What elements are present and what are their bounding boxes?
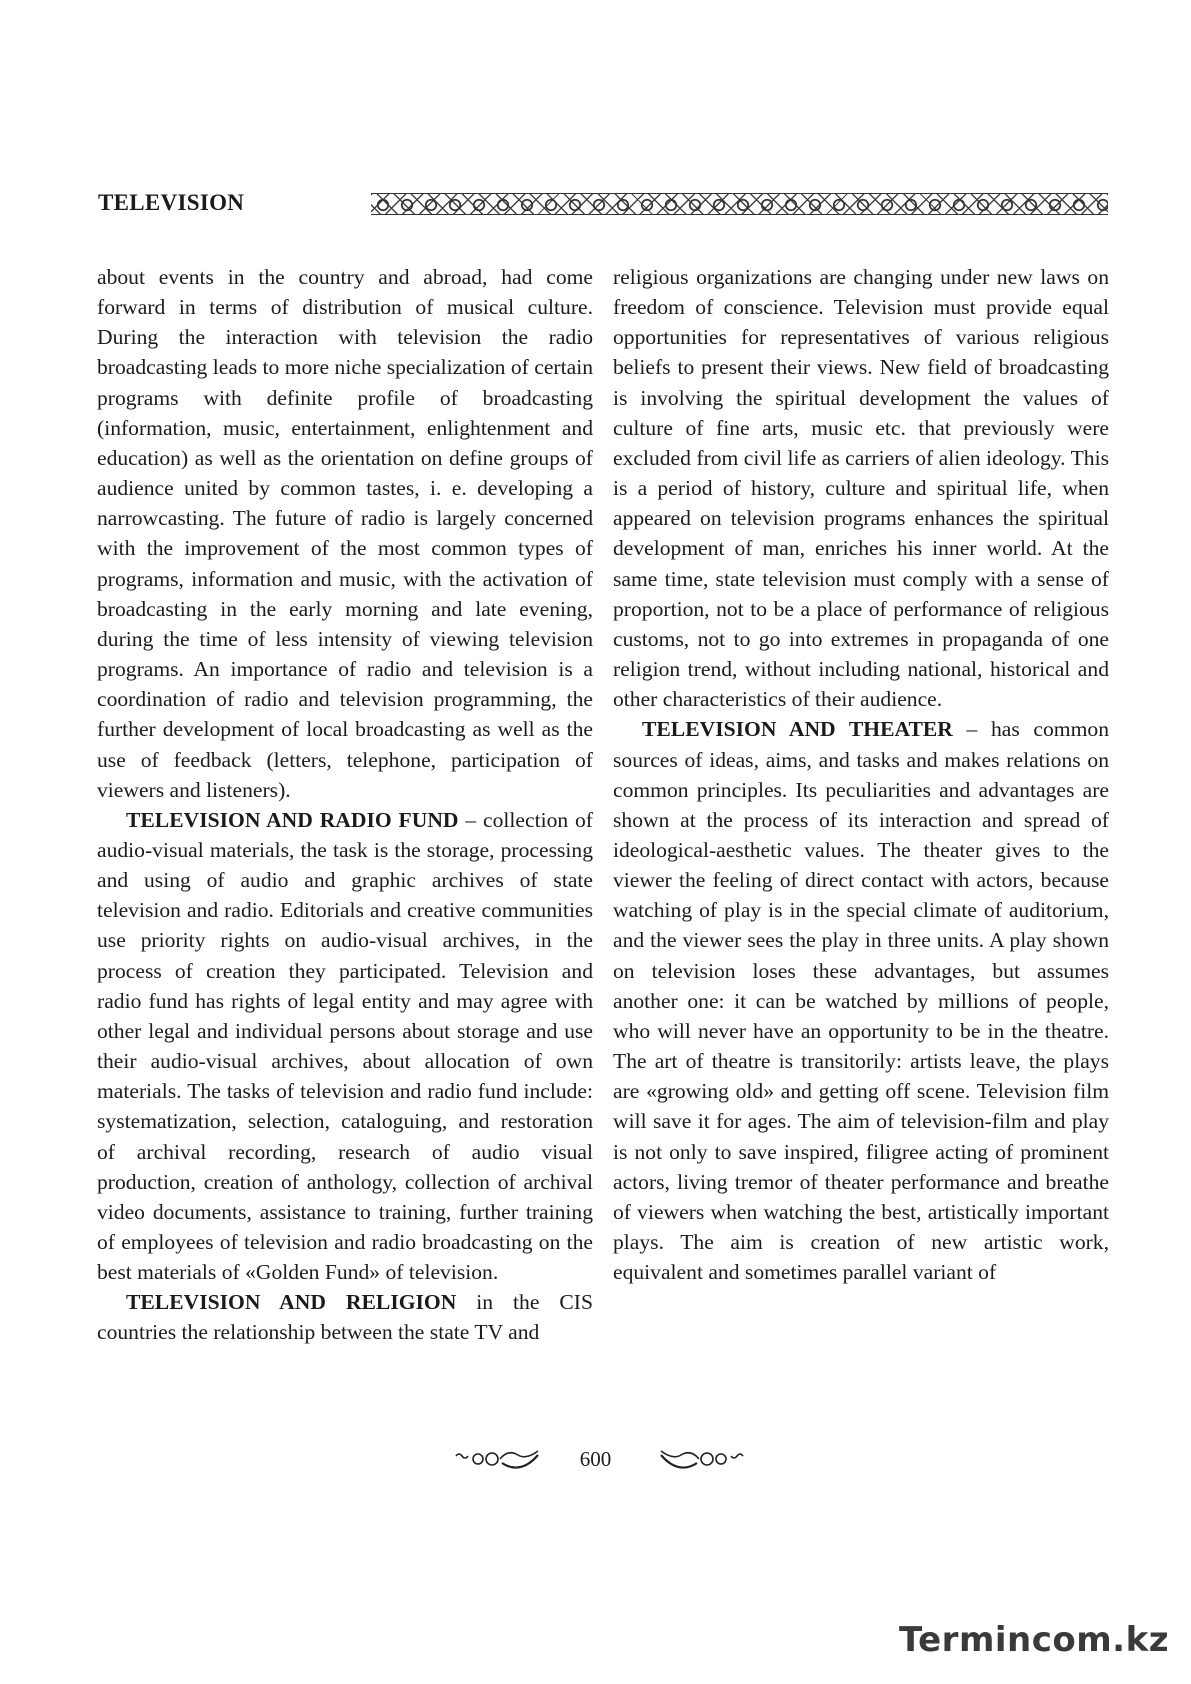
entry-text: – has common sources of ideas, aims, and tasks and makes relations on common principles. Its peculiarities and advantages are shown at the process of its interaction and spread of ideological-aesthetic values. The theater gives to the viewer the feeling of direct contact with actors, because watching of play is in the special climate of auditorium, and the viewer sees the play in three units. A play shown on television loses these advantages, but assumes another one: it can be watched by millions of people, who will never have an opportunity to be in the theatre. The art of theatre is transitorily: artists leave, the plays are «growing old» and getting off scene. Television film will save it for ages. The aim of television-film and play is not only to save inspired, filigree acting of prominent actors, living tremor of theater performance and breathe of viewers when watching the best, artistically important plays. The aim is creation of new artistic work, equivalent and sometimes parallel variant of [613, 717, 1109, 1285]
entry-term: TELEVISION AND RADIO FUND [126, 807, 459, 832]
entry-television-and-religion [97, 1287, 593, 1347]
running-title: TELEVISION [98, 190, 245, 215]
page-footer [0, 1445, 1191, 1475]
page-header [98, 190, 1108, 220]
page-number: 600 [579, 1447, 612, 1471]
right-column [613, 262, 1109, 1287]
site-watermark: Termincom.kz [898, 1620, 1169, 1660]
entry-text: in the CIS countries the relationship between the state TV and [97, 1290, 593, 1345]
left-column [97, 262, 593, 1348]
entry-television-and-radio-fund [97, 805, 593, 1288]
paragraph-continued: about events in the country and abroad, had come forward in terms of distribution of musical culture. During the interaction with television the radio broadcasting leads to more niche specialization of certain programs with definite profile of broadcasting (information, music, entertainment, enlightenment and education) as well as the orientation on define groups of audience united by common tastes, i. e. developing a narrowcasting. The future of radio is largely concerned with the improvement of the most common types of programs, information and music, with the activation of broadcasting in the early morning and late evening, during the time of less intensity of viewing television programs. An importance of radio and television is a coordination of radio and television programming, the further development of local broadcasting as well as the use of feedback (letters, telephone, participation of viewers and listeners). [97, 265, 593, 802]
entry-text: – collection of audio-visual materials, the task is the storage, processing and using of audio and graphic archives of state television and radio. Editorials and creative communities use priority rights on audio-visual archives, in the process of creation they participated. Television and radio fund has rights of legal entity and may agree with other legal and individual persons about storage and use their audio-visual archives, about allocation of own materials. The tasks of television and radio fund include: systematization, selection, cataloguing, and restoration of archival recording, research of audio visual production, creation of anthology, collection of archival video documents, assistance to training, further training of employees of television and radio broadcasting on the best materials of «Golden Fund» of television. [97, 807, 593, 1285]
ornamental-band-icon [371, 193, 1108, 215]
paragraph-continued: religious organizations are changing under new laws on freedom of conscience. Television must provide equal opportunities for representatives of various religious beliefs to present their views. New field of broadcasting is involving the spiritual development the values of culture of fine arts, music etc. that previously were excluded from civil life as carriers of alien ideology. This is a period of history, culture and spiritual life, when appeared on television programs enhances the spiritual development of man, enriches his inner world. At the same time, state television must comply with a sense of proportion, not to be a place of performance of religious customs, not to go into extremes in propaganda of one religion trend, without including national, historical and other characteristics of their audience. [613, 265, 1109, 712]
entry-term: TELEVISION AND RELIGION [126, 1290, 457, 1315]
entry-term: TELEVISION AND THEATER [642, 717, 953, 742]
entry-television-and-theater [613, 714, 1109, 1287]
fleuron-right-icon [655, 1447, 747, 1469]
